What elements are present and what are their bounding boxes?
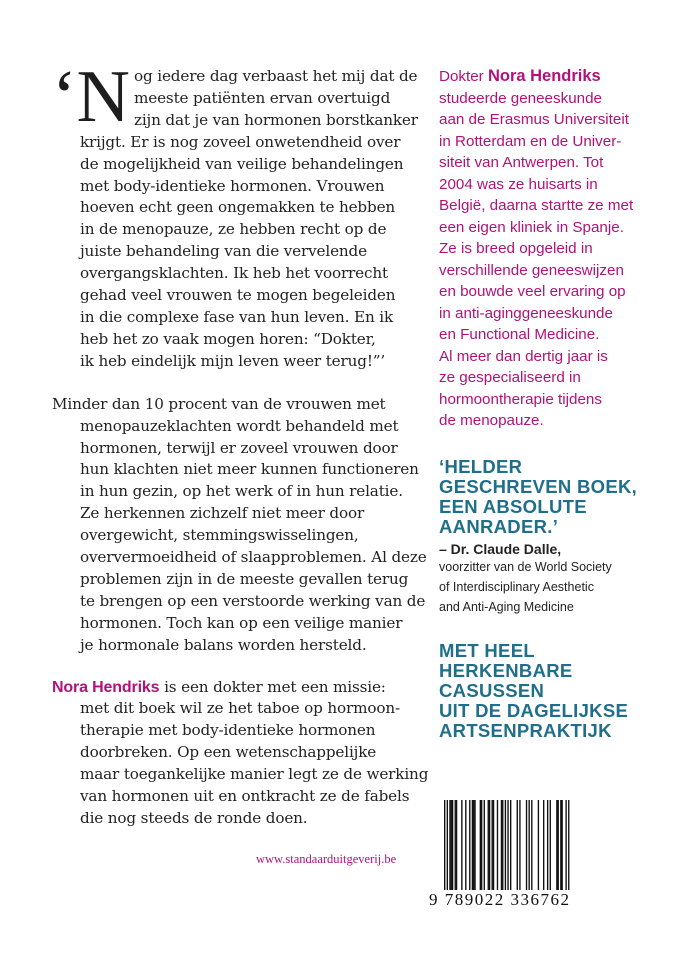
sidebar-column bbox=[439, 66, 664, 741]
barcode-bar bbox=[492, 800, 493, 892]
text-line: hun klachten niet meer kunnen functioneren bbox=[80, 460, 419, 479]
text-line: 2004 was ze huisarts in bbox=[439, 175, 598, 193]
barcode-bar bbox=[561, 800, 562, 892]
barcode-bar bbox=[452, 800, 453, 892]
barcode-bar bbox=[474, 800, 475, 892]
text-line: met dit boek wil ze het taboe op hormoon- bbox=[80, 699, 400, 718]
text-line: in die complexe fase van hun leven. En ik bbox=[80, 307, 394, 326]
paragraph-author-mission bbox=[52, 677, 429, 830]
text-line: voorzitter van de World Society bbox=[439, 559, 612, 574]
text-line: verschillende geneeswijzen bbox=[439, 261, 624, 279]
tagline-line: UIT DE DAGELIJKSE bbox=[439, 699, 629, 721]
barcode-bar bbox=[447, 800, 448, 904]
text-line: Ze is breed opgeleid in bbox=[439, 240, 593, 257]
barcode-bar bbox=[455, 800, 456, 892]
author-bio bbox=[439, 66, 664, 432]
barcode-bar bbox=[550, 800, 551, 892]
barcode-bar bbox=[547, 800, 548, 892]
barcode-bar bbox=[556, 800, 557, 892]
text-line: therapie met body-identieke hormonen bbox=[80, 721, 376, 740]
barcode-bar bbox=[481, 800, 482, 892]
text-line: de mogelijkheid van veilige behandelingen bbox=[80, 154, 404, 173]
quote-line: GESCHREVEN BOEK, bbox=[439, 475, 638, 497]
text-line: krijgt. Er is nog zoveel onwetendheid over bbox=[80, 132, 401, 151]
barcode-bar bbox=[538, 800, 539, 892]
barcode-bar bbox=[505, 800, 506, 904]
text-line: hormoontherapie tijdens bbox=[439, 390, 602, 408]
text-line: maar toegankelijke manier legt ze de werking bbox=[80, 765, 429, 784]
barcode-bar bbox=[517, 800, 518, 892]
barcode-bar bbox=[507, 800, 508, 904]
tagline-line: MET HEEL bbox=[439, 639, 535, 661]
barcode-bar bbox=[465, 800, 466, 892]
barcode-bar bbox=[568, 800, 569, 904]
text-line: de menopauze. bbox=[439, 412, 544, 429]
barcode-bar bbox=[497, 800, 498, 892]
text-line: en Functional Medicine. bbox=[439, 326, 600, 343]
quote-line: AANRADER.’ bbox=[439, 515, 559, 537]
barcode-bar bbox=[449, 800, 450, 892]
text-line: je hormonale balans worden hersteld. bbox=[80, 635, 367, 654]
text-line: in anti-aginggeneeskunde bbox=[439, 304, 613, 322]
text-line: te brengen op een verstoorde werking van de bbox=[80, 591, 426, 610]
endorsement-author: – Dr. Claude Dalle, bbox=[439, 540, 562, 557]
barcode-bar bbox=[510, 800, 511, 892]
text-line: studeerde geneeskunde bbox=[439, 89, 602, 107]
barcode-bar bbox=[456, 800, 457, 892]
text-line: gehad veel vrouwen te mogen begeleiden bbox=[80, 286, 396, 305]
tagline-line: CASUSSEN bbox=[439, 679, 545, 701]
text-line: aan de Erasmus Universiteit bbox=[439, 111, 629, 128]
text-line: in de menopauze, ze hebben recht op de bbox=[80, 220, 387, 239]
text-line: and Anti-Aging Medicine bbox=[439, 599, 574, 614]
text-line: hoeven echt geen ongemakken te hebben bbox=[80, 198, 396, 217]
barcode-bar bbox=[469, 800, 470, 892]
isbn-number: 9 789022 336762 bbox=[429, 890, 571, 909]
barcode-bar bbox=[444, 800, 445, 904]
text-fragment: is een dokter met een missie: bbox=[159, 677, 386, 696]
text-line: met body-identieke hormonen. Vrouwen bbox=[80, 176, 385, 195]
quote-line: ‘HELDER bbox=[439, 455, 523, 477]
text-line: of Interdisciplinary Aesthetic bbox=[439, 579, 594, 594]
barcode-bar bbox=[560, 800, 561, 892]
text-line: menopauzeklachten wordt behandeld met bbox=[80, 416, 399, 435]
tagline bbox=[439, 641, 664, 741]
text-line: van hormonen uit en ontkracht ze de fabels bbox=[80, 787, 410, 806]
text-line: siteit van Antwerpen. Tot bbox=[439, 154, 604, 171]
barcode-bar bbox=[461, 800, 462, 892]
text-line: een eigen kliniek in Spanje. bbox=[439, 218, 624, 236]
barcode-bar bbox=[451, 800, 452, 892]
barcode-bar bbox=[531, 800, 532, 892]
barcode-bar bbox=[543, 800, 544, 892]
text-line: en bouwde veel ervaring op bbox=[439, 283, 626, 300]
barcode-bar bbox=[488, 800, 489, 892]
text-line: hormonen, terwijl er zoveel vrouwen door bbox=[80, 438, 398, 457]
endorsement-affiliation bbox=[439, 557, 664, 617]
author-name: Nora Hendriks bbox=[52, 678, 160, 696]
barcode-bar bbox=[526, 800, 527, 892]
dropcap: ‘N bbox=[52, 56, 130, 138]
barcode-bar bbox=[558, 800, 559, 892]
publisher-website-link[interactable]: www.standaarduitgeverij.be bbox=[256, 852, 397, 866]
text-line: België, daarna startte ze met bbox=[439, 197, 634, 214]
text-line: problemen zijn in de meeste gevallen terug bbox=[80, 569, 409, 588]
bio-author-name: Nora Hendriks bbox=[487, 67, 601, 85]
barcode-bar bbox=[519, 800, 520, 892]
text-line: in hun gezin, op het werk of in hun relatie. bbox=[80, 482, 403, 501]
tagline-line: HERKENBARE bbox=[439, 659, 573, 681]
quote-line: EEN ABSOLUTE bbox=[439, 495, 587, 517]
text-line: overgewicht, stemmingswisselingen, bbox=[80, 526, 359, 545]
text-line: meeste patiënten ervan overtuigd bbox=[134, 88, 391, 107]
barcode-bar bbox=[489, 800, 490, 892]
text-line: Ze herkennen zichzelf niet meer door bbox=[80, 504, 365, 523]
barcode-bar bbox=[472, 800, 473, 892]
barcode-bar bbox=[565, 800, 566, 904]
text-line bbox=[52, 677, 424, 699]
barcode-bar bbox=[484, 800, 485, 892]
text-line: ze gespecialiseerd in bbox=[439, 369, 581, 386]
text-line: die nog steeds de ronde doen. bbox=[80, 809, 308, 827]
barcode-bar bbox=[480, 800, 481, 892]
text-line: og iedere dag verbaast het mij dat de bbox=[134, 67, 418, 85]
text-line: Minder dan 10 procent van de vrouwen met bbox=[52, 394, 386, 413]
paragraph-statistics bbox=[52, 394, 427, 657]
text-line: hormonen. Toch kan op een veilige manier bbox=[80, 613, 403, 632]
main-text-column bbox=[52, 56, 429, 830]
barcode-bar bbox=[502, 800, 503, 892]
text-line: in Rotterdam en de Univer- bbox=[439, 132, 622, 150]
barcode-bar bbox=[473, 800, 474, 892]
text-line: Al meer dan dertig jaar is bbox=[439, 347, 608, 365]
text-line: oververmoeidheid of slaapproblemen. Al deze bbox=[80, 548, 427, 567]
text-line: doorbreken. Op een wetenschappelijke bbox=[80, 743, 377, 762]
tagline-line: ARTSENPRAKTIJK bbox=[439, 719, 612, 741]
bio-prefix: Dokter bbox=[439, 68, 488, 85]
text-line: zijn dat je van hormonen borstkanker bbox=[134, 110, 418, 129]
intro-quote bbox=[52, 56, 424, 373]
barcode-bar bbox=[528, 800, 529, 892]
barcode-bar bbox=[501, 800, 502, 892]
text-line bbox=[439, 66, 664, 88]
barcode-bar bbox=[493, 800, 494, 892]
text-line: overgangsklachten. Ik heb het voorrecht bbox=[80, 264, 388, 283]
text-line: heb het zo vaak mogen horen: “Dokter, bbox=[80, 329, 376, 348]
text-line: juiste behandeling van die vervelende bbox=[80, 242, 367, 261]
text-line: ik heb eindelijk mijn leven weer terug!”’ bbox=[80, 351, 386, 370]
endorsement-quote bbox=[439, 457, 664, 537]
